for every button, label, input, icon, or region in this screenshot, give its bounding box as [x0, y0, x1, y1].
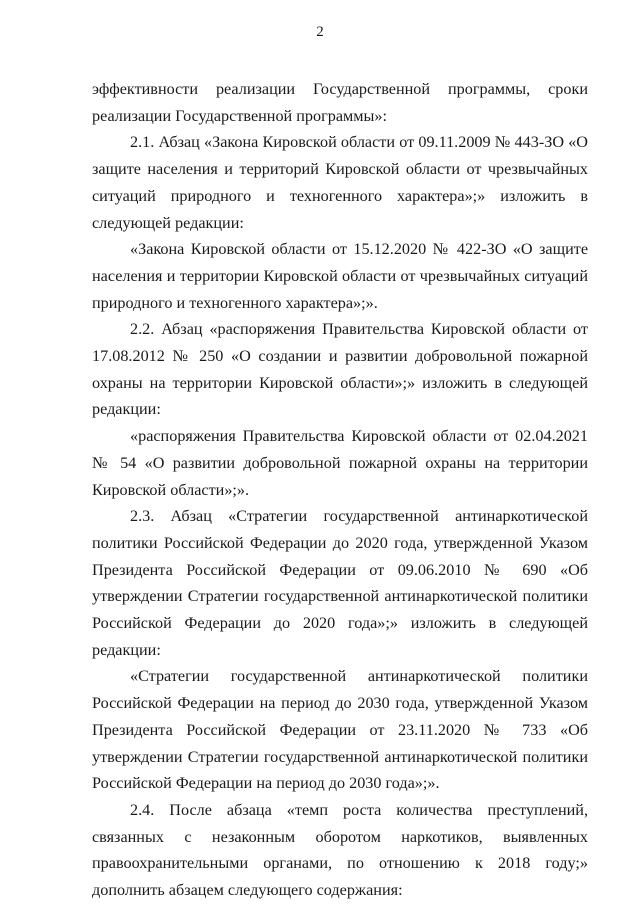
paragraph-2-1-new-text: «Закона Кировской области от 15.12.2020 № 422-ЗО «О защите населения и территории Кировской области от чрезвычайных ситуаций природного и техногенного характера»;». — [92, 240, 588, 312]
page-number: 2 — [316, 24, 324, 40]
paragraph-2-2: 2.2. Абзац «распоряжения Правительства Кировской области от 17.08.2012 № 250 «О создании и развитии добровольной пожарной охраны на территории Кировской области»;» изложить в следующей редакции: — [92, 320, 588, 419]
paragraph-2-2-new-text: «распоряжения Правительства Кировской области от 02.04.2021 № 54 «О развитии добровольной пожарной охраны на территории Кировской области»;». — [92, 427, 588, 499]
paragraph-continuation: эффективности реализации Государственной программы, сроки реализации Государственной программы»: — [92, 80, 588, 125]
document-body — [92, 76, 588, 904]
paragraph-2-3-new-text: «Стратегии государственной антинаркотической политики Российской Федерации на период до 2030 года, утвержденной Указом Президента Российской Федерации от 23.11.2020 № 733 «Об утверждении Стратегии государственной антинаркотической политики Российской Федерации на период до 2030 года»;». — [92, 667, 588, 793]
paragraph-2-1: 2.1. Абзац «Закона Кировской области от 09.11.2009 № 443-ЗО «О защите населения и территорий Кировской области от чрезвычайных ситуаций природного и техногенного характера»;» изложить в следующей редакции: — [92, 133, 588, 232]
paragraph-2-3: 2.3. Абзац «Стратегии государственной антинаркотической политики Российской Федерации до 2020 года, утвержденной Указом Президента Российской Федерации от 09.06.2010 № 690 «Об утверждении Стратегии государственной антинаркотической политики Российской Федерации до 2020 года»;» изложить в следующей редакции: — [92, 507, 588, 659]
paragraph-2-4: 2.4. После абзаца «темп роста количества преступлений, связанных с незаконным оборотом наркотиков, выявленных правоохранительными органами, по отношению к 2018 году;» дополнить абзацем следующего содержания: — [92, 800, 588, 900]
